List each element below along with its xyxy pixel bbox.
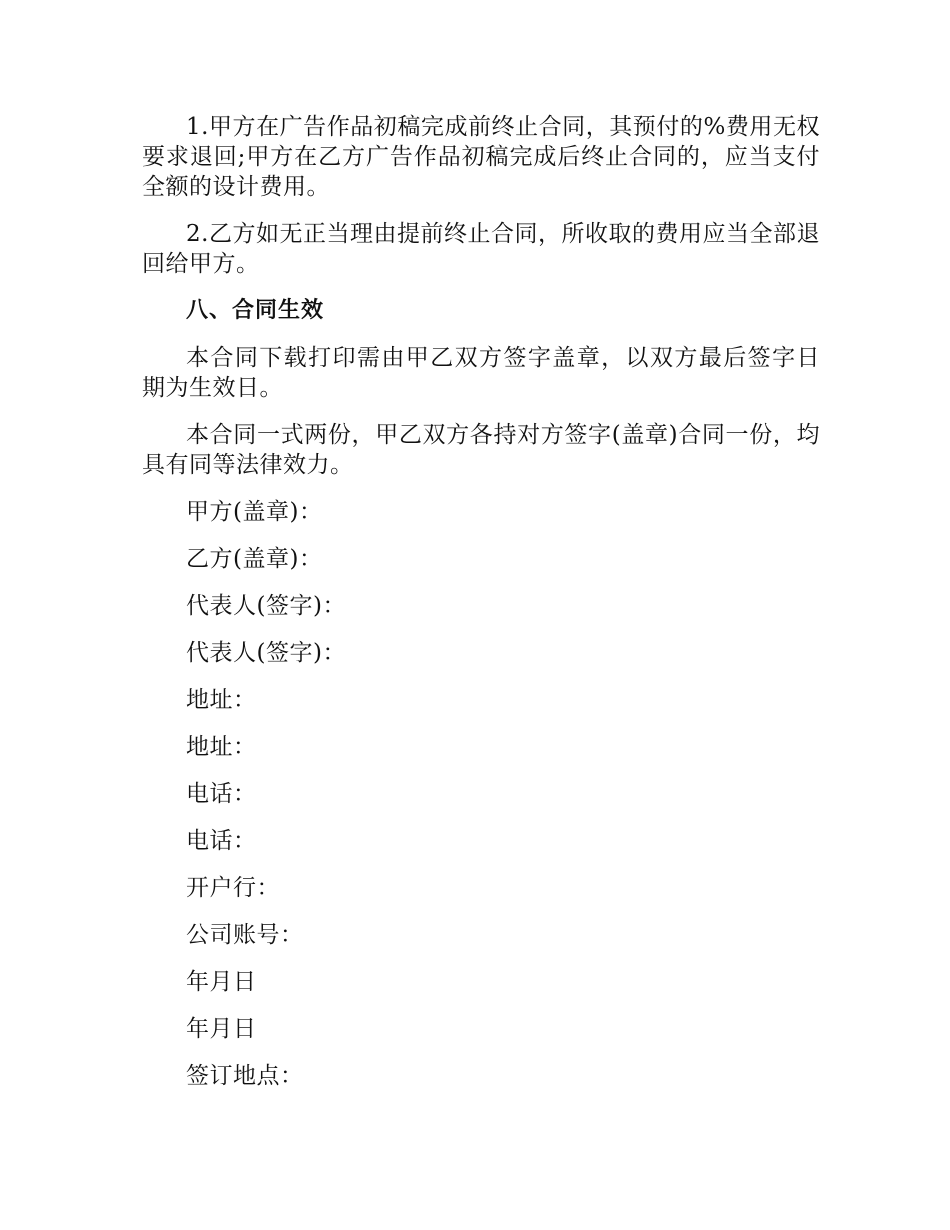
field-account: 公司账号： xyxy=(186,922,304,948)
effect-paragraph-1: 本合同下载打印需由甲乙双方签字盖章，以双方最后签字日期为生效日。 xyxy=(142,345,820,401)
document-page xyxy=(142,112,820,1108)
field-address-a: 地址： xyxy=(186,687,257,713)
field-signing-place: 签订地点： xyxy=(186,1063,304,1089)
field-party-a-seal: 甲方(盖章)： xyxy=(186,499,323,525)
effect-paragraph-2: 本合同一式两份，甲乙双方各持对方签字(盖章)合同一份，均具有同等法律效力。 xyxy=(142,422,820,478)
field-representative-b: 代表人(签字)： xyxy=(186,640,346,666)
field-phone-b: 电话： xyxy=(186,828,257,854)
section-heading: 八、合同生效 xyxy=(186,298,325,323)
clause-paragraph-1: 1.甲方在广告作品初稿完成前终止合同，其预付的%费用无权要求退回;甲方在乙方广告作品初稿完成后终止合同的，应当支付全额的设计费用。 xyxy=(142,114,820,200)
signature-block xyxy=(142,497,820,1091)
clause-paragraph-2: 2.乙方如无正当理由提前终止合同，所收取的费用应当全部退回给甲方。 xyxy=(142,221,820,277)
field-date-b: 年月日 xyxy=(186,1016,257,1042)
field-date-a: 年月日 xyxy=(186,969,257,995)
field-party-b-seal: 乙方(盖章)： xyxy=(186,546,323,572)
field-address-b: 地址： xyxy=(186,734,257,760)
field-representative-a: 代表人(签字)： xyxy=(186,593,346,619)
field-phone-a: 电话： xyxy=(186,781,257,807)
field-bank: 开户行： xyxy=(186,875,280,901)
